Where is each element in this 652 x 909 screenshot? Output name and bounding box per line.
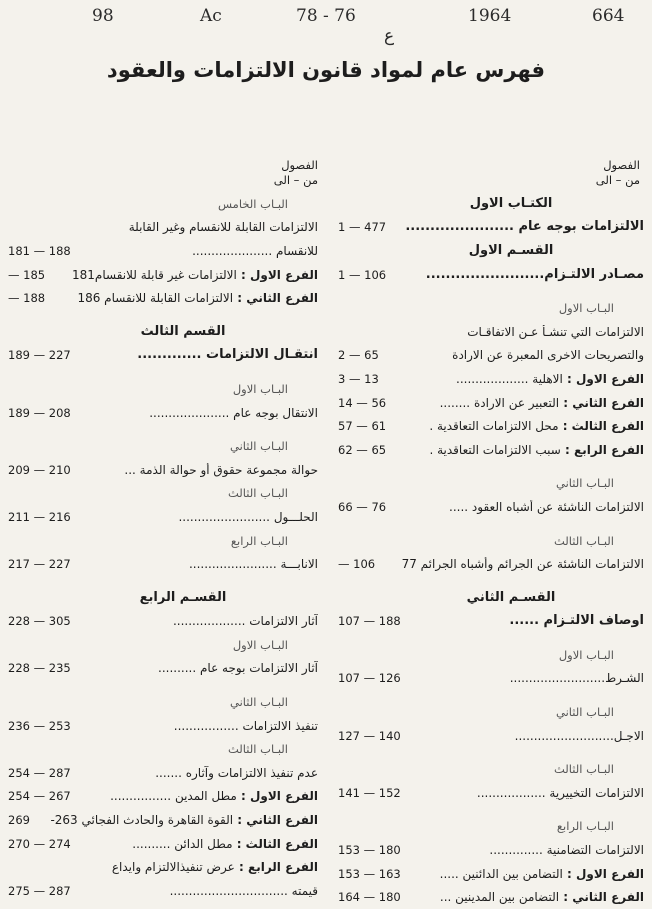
spacer: [8, 680, 318, 690]
toc-entry: [338, 667, 644, 691]
toc-entry: [338, 552, 644, 576]
page-range: 254 — 267: [8, 789, 71, 804]
toc-entry: [8, 263, 318, 287]
entry-title: [140, 591, 227, 605]
page-range: 275 — 287: [8, 883, 71, 898]
chapter-heading: [8, 377, 318, 401]
entry-text: البـاب الثالث: [228, 742, 288, 757]
entry-text: البـاب الرابع: [556, 819, 614, 834]
toc-entry: [8, 344, 318, 368]
chapter-heading: [8, 529, 318, 553]
chapter-heading: [338, 643, 644, 667]
page-range: 270 — 274: [8, 836, 71, 851]
chapters-label: الفصول: [603, 158, 640, 172]
entry-title: [77, 291, 318, 305]
toc-entries: [8, 192, 318, 903]
toc-entry: [338, 724, 644, 748]
toc-entries: [338, 192, 644, 909]
entry-text: محل الالتزامات التعاقدية .: [429, 419, 559, 434]
branch-label: الفرع الثاني :: [233, 291, 318, 306]
entry-title: [554, 534, 644, 548]
chapter-heading: [338, 700, 644, 724]
spacer: [8, 576, 318, 586]
toc-entry: [338, 862, 644, 886]
entry-text: الاهلية ...................: [456, 371, 563, 386]
range-label: من – الى: [273, 173, 318, 187]
spacer: [338, 462, 644, 472]
entry-text: التضامن بين الدائنين .....: [439, 866, 563, 881]
chapter-heading: [8, 192, 318, 216]
column-header: [338, 158, 644, 192]
page-range: 1 — 477: [338, 220, 387, 235]
toc-entry: [8, 216, 318, 240]
branch-label: الفرع الثاني :: [233, 813, 318, 828]
page-range: 153 — 163: [338, 866, 401, 881]
entry-text: انتقـال الالتزامات .............: [137, 348, 318, 363]
entry-text: البـاب الثاني: [556, 476, 614, 491]
chapter-heading: [338, 296, 644, 320]
entry-text: الالتزامات الناشئة عن أشباه العقود .....: [449, 499, 644, 514]
toc-entry: [8, 286, 318, 310]
entry-title: [429, 419, 644, 433]
entry-text: البـاب الاول: [558, 647, 614, 662]
entry-text: القسـم الرابع: [139, 590, 227, 605]
entry-title: [233, 638, 318, 652]
handwritten-note-a: 98: [92, 6, 114, 26]
page-range: 181 — 188: [8, 243, 71, 258]
entry-text: الالتزامات التخييرية ..................: [476, 785, 644, 800]
entry-title: [440, 396, 644, 410]
entry-title: [429, 443, 644, 457]
spacer: [338, 747, 644, 757]
page-range: 1 — 106: [338, 267, 387, 282]
toc-entry: [8, 401, 318, 425]
spacer: [338, 576, 644, 586]
toc-entry: [8, 832, 318, 856]
entry-title: [50, 813, 318, 827]
entry-title: [141, 325, 226, 339]
toc-entry: [8, 552, 318, 576]
spacer: [8, 310, 318, 320]
page-range: 62 — 65: [338, 442, 387, 457]
chapter-heading: [338, 815, 644, 839]
toc-entry: [338, 216, 644, 240]
entry-title: [467, 325, 644, 339]
entry-text: البـاب الاول: [232, 637, 288, 652]
entry-text: الالتزامات الناشئة عن الجرائم وأشباه الجرائم 77: [401, 557, 644, 572]
toc-entry: [8, 761, 318, 785]
toc-entry: [8, 657, 318, 681]
handwritten-note-c: 78 - 76: [296, 6, 356, 26]
chapter-heading: [338, 757, 644, 781]
entry-text: آثار الالتزامات بوجه عام ..........: [158, 661, 318, 676]
page-range: 164 — 180: [338, 890, 401, 905]
entry-title: [233, 382, 318, 396]
spacer: [338, 690, 644, 700]
section-heading: [8, 586, 318, 610]
page-range: — 185: [8, 267, 46, 282]
entry-text: أوصاف الالتـزام ......: [509, 614, 644, 629]
entry-text: البـاب الثالث: [228, 486, 288, 501]
toc-entry: [8, 714, 318, 738]
page-range: 228 — 235: [8, 661, 71, 676]
entry-text: الالتزامات غير قابلة للانقسام181: [72, 267, 237, 282]
chapter-heading: [8, 434, 318, 458]
entry-text: والتصريحات الاخرى المعبرة عن الارادة: [452, 348, 644, 363]
entry-text: البـاب الثاني: [230, 439, 288, 454]
branch-label: الفرع الثالث :: [232, 836, 318, 851]
page-range: 141 — 152: [338, 785, 401, 800]
entry-title: [158, 661, 318, 675]
chapters-label: الفصول: [281, 158, 318, 172]
entry-text: البـاب الاول: [558, 301, 614, 316]
entry-title: [477, 786, 644, 800]
page-range: — 106: [338, 557, 376, 572]
entry-title: [557, 819, 644, 833]
toc-entry: [338, 320, 644, 344]
entry-text: البـاب الثالث: [554, 533, 614, 548]
entry-title: [456, 372, 644, 386]
chapter-heading: [338, 472, 644, 496]
entry-title: [510, 671, 644, 685]
toc-entry: [338, 495, 644, 519]
entry-text: للانقسام .....................: [192, 243, 318, 258]
entry-title: [452, 348, 644, 362]
entry-text: سبب الالتزامات التعاقدية .: [429, 442, 561, 457]
page-range: 236 — 253: [8, 718, 71, 733]
page-range: 254 — 287: [8, 765, 71, 780]
page-range: 189 — 227: [8, 348, 71, 363]
entry-text: الالتزامات التضامنية ..............: [489, 843, 644, 858]
handwritten-note-d: ع: [384, 26, 395, 46]
toc-entry: [8, 785, 318, 809]
entry-title: [132, 837, 318, 851]
toc-entry: [8, 879, 318, 903]
page-title: فهرس عام لمواد قانون الالتزامات والعقود: [106, 58, 546, 82]
branch-label: الفرع الرابع :: [234, 860, 318, 875]
entry-title: [440, 867, 644, 881]
toc-entry: [338, 414, 644, 438]
entry-title: [174, 719, 318, 733]
page-range: 211 — 216: [8, 509, 71, 524]
chapter-heading: [338, 529, 644, 553]
entry-text: عدم تنفيذ الالتزامات وآثاره .......: [155, 765, 318, 780]
entry-title: [469, 244, 554, 258]
entry-text: الكتـاب الاول: [469, 196, 553, 211]
branch-label: الفرع الثاني :: [559, 890, 644, 905]
entry-title: [230, 695, 318, 709]
page-range: 57 — 61: [338, 419, 387, 434]
column-header: [8, 158, 318, 192]
entry-text: البـاب الرابع: [230, 533, 288, 548]
spacer: [8, 367, 318, 377]
page-range: 189 — 208: [8, 405, 71, 420]
entry-text: البـاب الثاني: [556, 705, 614, 720]
entry-title: [405, 220, 644, 234]
entry-text: القوة القاهرة والحادث الفجائي 263-: [50, 813, 234, 828]
toc-entry: [338, 263, 644, 287]
branch-label: الفرع الرابع :: [560, 442, 644, 457]
handwritten-note-b: Ac: [200, 6, 222, 26]
entry-title: [149, 406, 318, 420]
entry-text: الاجـل..........................: [514, 728, 644, 743]
branch-label: الفرع الثالث :: [558, 419, 644, 434]
spacer: [338, 286, 644, 296]
page-range: 107 — 188: [338, 614, 401, 629]
section-heading: [338, 586, 644, 610]
chapter-heading: [8, 482, 318, 506]
entry-title: [112, 860, 318, 874]
page-range: 153 — 180: [338, 843, 401, 858]
toc-column-right: [338, 158, 644, 909]
page-range: 217 — 227: [8, 557, 71, 572]
entry-title: [554, 762, 644, 776]
entry-title: [489, 843, 644, 857]
entry-title: [470, 197, 553, 211]
entry-text: مطل الدائن ..........: [132, 836, 233, 851]
entry-text: حوالة مجموعة حقوق أو حوالة الذمة ...: [124, 462, 318, 477]
entry-title: [556, 705, 644, 719]
entry-title: [228, 742, 318, 756]
entry-text: مطل المدين ................: [110, 789, 237, 804]
entry-title: [189, 557, 318, 571]
toc-entry: [8, 505, 318, 529]
entry-title: [449, 500, 644, 514]
chapter-heading: [8, 737, 318, 761]
entry-title: [137, 348, 318, 362]
entry-text: الحلـــول ........................: [178, 509, 318, 524]
entry-text: البـاب الثاني: [230, 695, 288, 710]
entry-title: [173, 614, 318, 628]
toc-entry: [338, 885, 644, 909]
spacer: [338, 805, 644, 815]
entry-title: [230, 439, 318, 453]
entry-title: [110, 789, 318, 803]
page-range: 14 — 56: [338, 395, 387, 410]
entry-title: [170, 884, 318, 898]
section-heading: [338, 192, 644, 216]
entry-text: البـاب الاول: [232, 381, 288, 396]
entry-title: [124, 463, 318, 477]
spacer: [338, 519, 644, 529]
spacer: [8, 424, 318, 434]
page-range: 2 — 65: [338, 348, 379, 363]
page-range: 107 — 126: [338, 671, 401, 686]
entry-text: الانابـــة .......................: [188, 557, 318, 572]
entry-title: [218, 197, 318, 211]
entry-text: الالتزامات بوجه عام ......................: [405, 220, 644, 235]
toc-entry: [8, 239, 318, 263]
branch-label: الفرع الاول :: [562, 866, 644, 881]
entry-text: التضامن بين المدينين ...: [439, 890, 560, 905]
toc-entry: [338, 838, 644, 862]
toc-entry: [8, 855, 318, 879]
entry-text: مصـادر الالتـزام........................: [425, 267, 644, 282]
entry-title: [178, 510, 318, 524]
page-range: — 188: [8, 291, 46, 306]
page-range: 3 — 13: [338, 371, 379, 386]
entry-title: [559, 301, 644, 315]
branch-label: الفرع الاول :: [236, 789, 318, 804]
toc-entry: [338, 610, 644, 634]
toc-entry: [338, 367, 644, 391]
entry-title: [515, 729, 644, 743]
entry-title: [155, 766, 318, 780]
entry-title: [228, 486, 318, 500]
entry-text: الالتزامات القابلة للانقسام 186: [77, 291, 234, 306]
entry-title: [559, 648, 644, 662]
toc-entry: [8, 808, 318, 832]
toc-entry: [338, 438, 644, 462]
toc-column-left: [8, 158, 318, 903]
page-range: 269: [8, 813, 30, 828]
branch-label: الفرع الثاني :: [559, 395, 644, 410]
entry-text: القسـم الاول: [468, 243, 554, 258]
entry-title: [467, 591, 556, 605]
toc-entry: [338, 781, 644, 805]
entry-text: القسم الثالث: [140, 324, 226, 339]
entry-text: الانتقال بوجه عام .....................: [149, 405, 318, 420]
entry-text: الشـرط.........................: [509, 671, 644, 686]
entry-title: [402, 557, 644, 571]
toc-entry: [338, 391, 644, 415]
chapter-heading: [8, 633, 318, 657]
branch-label: الفرع الاول :: [236, 267, 318, 282]
entry-title: [231, 534, 318, 548]
entry-text: البـاب الخامس: [218, 196, 288, 211]
branch-label: الفرع الاول :: [562, 371, 644, 386]
section-heading: [8, 320, 318, 344]
toc-entry: [8, 610, 318, 634]
entry-text: عرض تنفيذالالتزام وايداع: [111, 860, 235, 875]
toc-entry: [338, 344, 644, 368]
entry-text: آثار الالتزامات ...................: [172, 614, 318, 629]
section-heading: [338, 239, 644, 263]
entry-title: [556, 476, 644, 490]
entry-text: قيمته ...............................: [169, 883, 318, 898]
page-range: 66 — 76: [338, 499, 387, 514]
range-label: من – الى: [595, 173, 640, 187]
page-range: 127 — 140: [338, 728, 401, 743]
entry-text: البـاب الثالث: [554, 762, 614, 777]
chapter-heading: [8, 690, 318, 714]
entry-text: التعبير عن الارادة ........: [439, 395, 560, 410]
entry-title: [129, 220, 318, 234]
handwritten-note-f: 664: [592, 6, 625, 26]
entry-text: تنفيذ الالتزامات .................: [173, 718, 318, 733]
entry-title: [509, 614, 644, 628]
entry-title: [426, 268, 644, 282]
entry-text: الالتزامات التي تنشـأ عـن الاتفاقـات: [467, 324, 644, 339]
page-range: 209 — 210: [8, 462, 71, 477]
spacer: [338, 633, 644, 643]
handwritten-note-e: 1964: [468, 6, 512, 26]
page-range: 228 — 305: [8, 614, 71, 629]
entry-title: [192, 244, 318, 258]
entry-title: [440, 890, 644, 904]
toc-entry: [8, 458, 318, 482]
entry-title: [72, 268, 318, 282]
entry-text: القسـم الثاني: [466, 590, 556, 605]
entry-text: الالتزامات القابلة للانقسام وغير القابلة: [128, 220, 318, 235]
